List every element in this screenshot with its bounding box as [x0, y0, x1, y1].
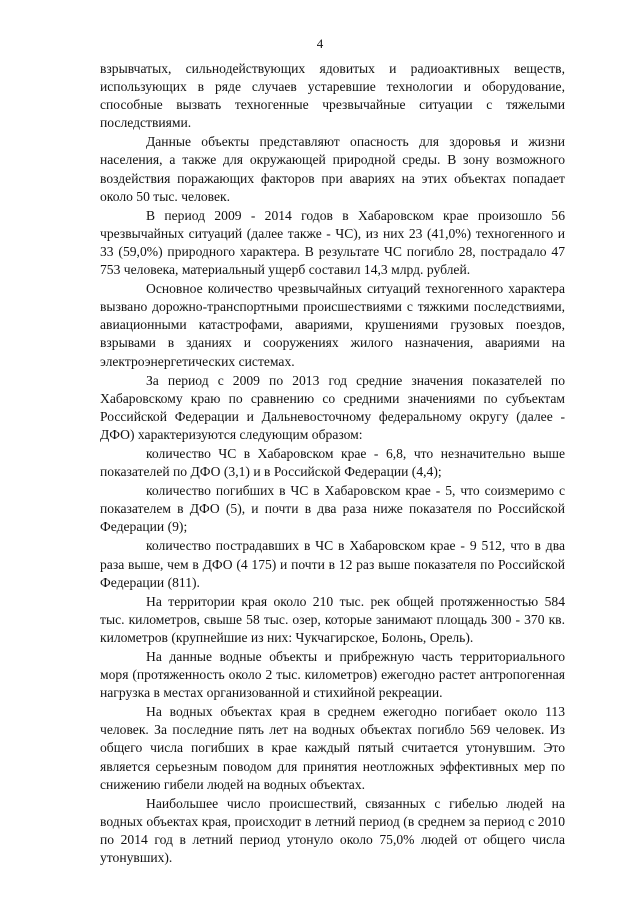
paragraph-emergency-count: количество ЧС в Хабаровском крае - 6,8, что незначительно выше показателей по ДФО (3,1) и в Российской Федерации (4,4);	[100, 445, 565, 480]
paragraph-continuation: взрывчатых, сильнодействующих ядовитых и радиоактивных веществ, использующих в ряде случаев устаревшие технологии и оборудование, способные вызвать техногенные чрезвычайные ситуации с тяжелыми последствиями.	[100, 61, 565, 131]
paragraph-deaths-count: количество погибших в ЧС в Хабаровском крае - 5, что соизмеримо с показателем в ДФО (5), и почти в два раза ниже показателя по Российской Федерации (9);	[100, 483, 565, 535]
page-number: 4	[316, 36, 324, 51]
document-body	[100, 60, 565, 867]
paragraph-technogenic-causes: Основное количество чрезвычайных ситуаций техногенного характера вызвано дорожно-транспортными происшествиями с тяжкими последствиями, авиационными катастрофами, авариями, крушениями грузовых поездов, взрывами в зданиях и сооружениях жилого назначения, авариями на электроэнергетических системах.	[100, 281, 565, 369]
paragraph-injured-count: количество пострадавших в ЧС в Хабаровском крае - 9 512, что в два раза выше, чем в ДФО (4 175) и почти в 12 раз выше показателя по Российской Федерации (811).	[100, 538, 565, 590]
paragraph-water-deaths: На водных объектах края в среднем ежегодно погибает около 113 человек. За последние пять лет на водных объектах погибло 569 человек. Из общего числа погибших в крае каждый пятый считается утонувшим. Это является серьезным поводом для принятия неотложных эффективных мер по снижению гибели людей на водных объектах.	[100, 704, 565, 792]
paragraph-emergencies-2009-2014: В период 2009 - 2014 годов в Хабаровском крае произошло 56 чрезвычайных ситуаций (далее также - ЧС), из них 23 (41,0%) техногенного и 33 (59,0%) природного характера. В результате ЧС погибло 28, пострадало 47 753 человека, материальный ущерб составил 14,3 млрд. рублей.	[100, 207, 565, 278]
paragraph-rivers-lakes: На территории края около 210 тыс. рек общей протяженностью 584 тыс. километров, свыше 58 тыс. озер, которые занимают площадь 300 - 370 кв. километров (крупнейшие из них: Чукчагирское, Болонь, Орель).	[100, 593, 565, 645]
paragraph-averages-intro: За период с 2009 по 2013 год средние значения показателей по Хабаровскому краю по сравнению со средними значениями по субъектам Российской Федерации и Дальневосточному федеральному округу (далее - ДФО) характеризуются следующим образом:	[100, 372, 565, 442]
paragraph-summer-incidents: Наибольшее число происшествий, связанных с гибелью людей на водных объектах края, происходит в летний период (в среднем за период с 2010 по 2014 год в летний период утонуло около 75,0% людей от общего числа утонувших).	[100, 795, 565, 866]
paragraph-anthropogenic-load: На данные водные объекты и прибрежную часть территориального моря (протяженность около 2 тыс. километров) ежегодно растет антропогенная нагрузка в местах организованной и стихийной рекреации.	[100, 649, 565, 701]
paragraph-hazard-objects: Данные объекты представляют опасность для здоровья и жизни населения, а также для окружающей природной среды. В зону возможного воздействия поражающих факторов при авариях на этих объектах попадает около 50 тыс. человек.	[100, 134, 565, 204]
